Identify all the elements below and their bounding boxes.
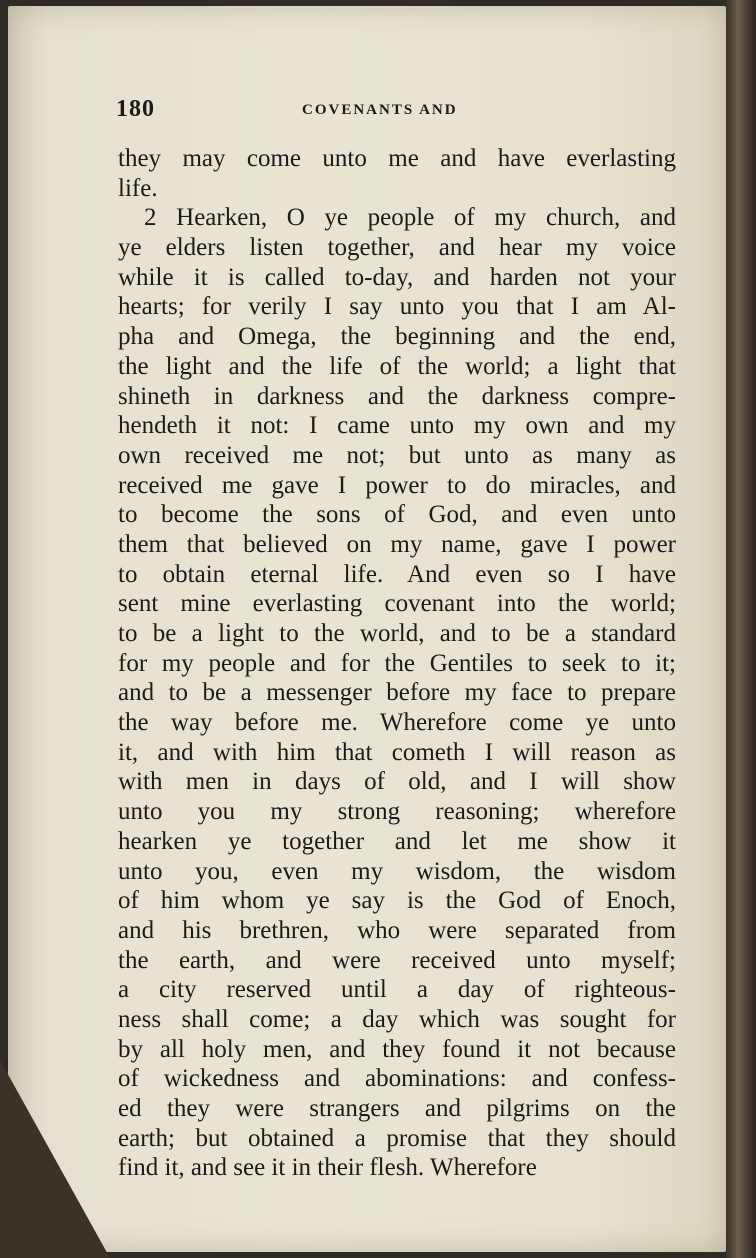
text-line: to be a light to the world, and to be a standard: [118, 620, 676, 647]
text-line: with men in days of old, and I will show: [118, 768, 676, 796]
text-line: the way before me. Wherefore come ye unto: [118, 709, 676, 737]
body-text: [118, 144, 676, 1183]
book-spine-edge: [726, 0, 756, 1258]
text-line: 2 Hearken, O ye people of my church, and: [144, 204, 676, 232]
text-line: they may come unto me and have everlasting: [118, 145, 676, 172]
text-line: and his brethren, who were separated from: [118, 916, 676, 944]
text-line: of wickedness and abominations: and confess-: [118, 1065, 676, 1093]
text-line: of him whom ye say is the God of Enoch,: [118, 887, 676, 915]
text-line: the light and the life of the world; a light that: [118, 352, 676, 380]
text-line: unto you my strong reasoning; wherefore: [118, 798, 676, 826]
text-line: while it is called to-day, and harden not your: [118, 263, 676, 291]
text-line: hearken ye together and let me show it: [118, 827, 676, 855]
text-line: and to be a messenger before my face to prepare: [118, 679, 676, 707]
text-line: to obtain eternal life. And even so I have: [118, 560, 676, 588]
text-line: earth; but obtained a promise that they should: [118, 1124, 676, 1152]
text-line: hendeth it not: I came unto my own and my: [118, 412, 676, 440]
text-line: received me gave I power to do miracles, and: [118, 471, 676, 499]
running-head: COVENANTS AND: [302, 102, 458, 118]
text-line: unto you, even my wisdom, the wisdom: [118, 857, 676, 885]
text-line: find it, and see it in their flesh. Wherefore: [118, 1154, 537, 1182]
text-line: a city reserved until a day of righteous-: [118, 976, 676, 1004]
page-header: [116, 96, 676, 130]
text-line: sent mine everlasting covenant into the world;: [118, 590, 676, 618]
text-line: them that believed on my name, gave I power: [118, 530, 676, 558]
text-line: to become the sons of God, and even unto: [118, 501, 676, 529]
text-line: the earth, and were received unto myself;: [118, 946, 676, 974]
text-line: shineth in darkness and the darkness compre-: [118, 382, 676, 410]
text-line: for my people and for the Gentiles to seek to it;: [118, 649, 676, 677]
text-line: hearts; for verily I say unto you that I am Al-: [118, 293, 676, 321]
text-line: ness shall come; a day which was sought for: [118, 1005, 676, 1033]
text-line: pha and Omega, the beginning and the end,: [118, 323, 676, 351]
text-line: ye elders listen together, and hear my voice: [118, 234, 676, 262]
text-line: life.: [118, 174, 158, 202]
text-line: ed they were strangers and pilgrims on the: [118, 1095, 676, 1122]
page-corner-shadow: [0, 1060, 110, 1258]
text-line: own received me not; but unto as many as: [118, 441, 676, 469]
text-line: it, and with him that cometh I will reason as: [118, 738, 676, 766]
text-line: by all holy men, and they found it not because: [118, 1035, 676, 1063]
page-number: 180: [116, 96, 155, 122]
